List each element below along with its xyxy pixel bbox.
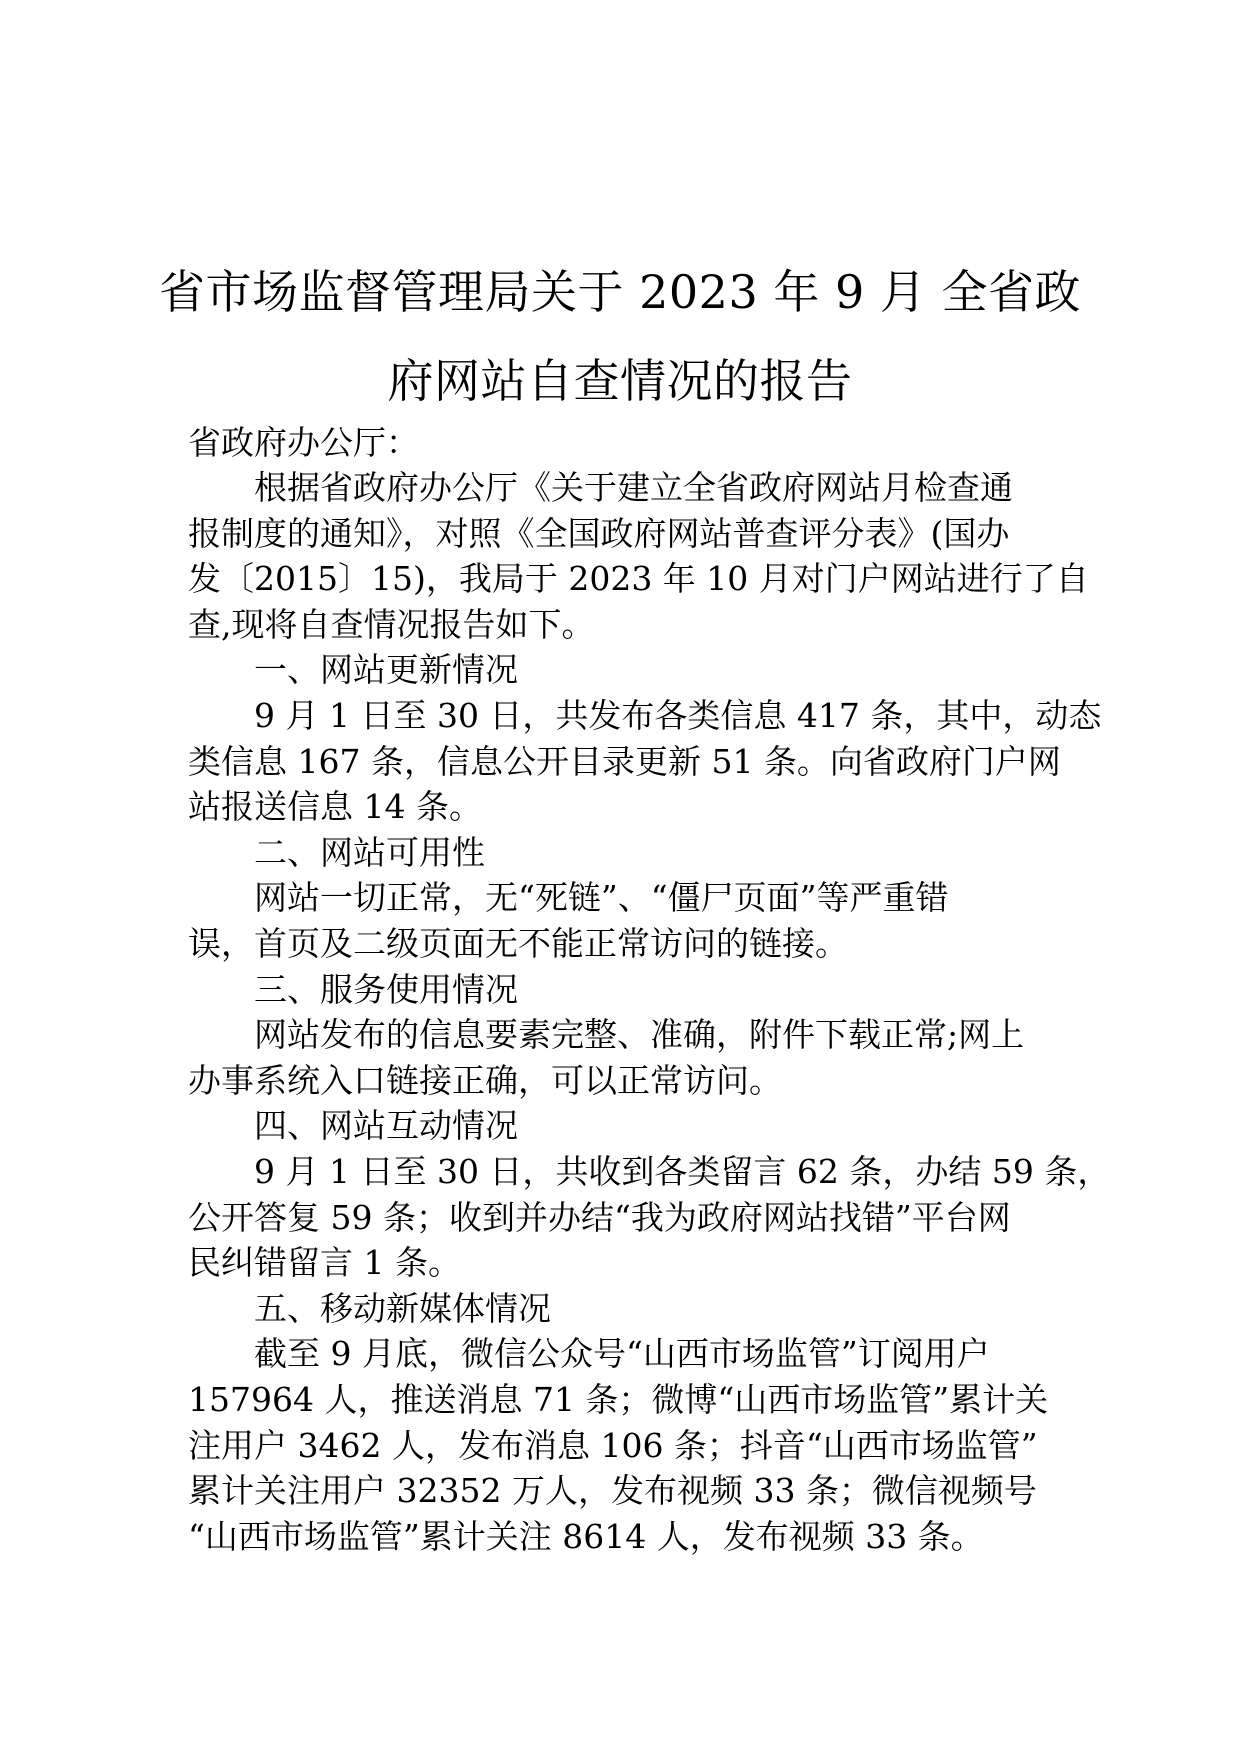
body-line: 157964 人，推送消息 71 条；微博“山西市场监管”累计关 [188, 1380, 1049, 1419]
body-line: 网站发布的信息要素完整、准确，附件下载正常;网上 [254, 1015, 1025, 1054]
body-line: 五、移动新媒体情况 [254, 1289, 551, 1328]
body-line: 误，首页及二级页面无不能正常访问的链接。 [188, 924, 848, 963]
body-line: 三、服务使用情况 [254, 970, 518, 1009]
body-line: 一、网站更新情况 [254, 650, 518, 689]
body-line: “山西市场监管”累计关注 8614 人，发布视频 33 条。 [188, 1517, 984, 1556]
body-line: 公开答复 59 条；收到并办结“我为政府网站找错”平台网 [188, 1198, 1011, 1237]
body-line: 发〔2015〕15)，我局于 2023 年 10 月对门户网站进行了自 [188, 559, 1089, 598]
body-line: 查,现将自查情况报告如下。 [188, 605, 595, 644]
body-line: 注用户 3462 人，发布消息 106 条；抖音“山西市场监管” [188, 1426, 1038, 1465]
body-line: 截至 9 月底，微信公众号“山西市场监管”订阅用户 [254, 1334, 990, 1373]
body-line: 根据省政府办公厅《关于建立全省政府网站月检查通 [254, 468, 1013, 507]
document-title-line-1: 省市场监督管理局关于 2023 年 9 月 全省政 [159, 265, 1081, 319]
body-line: 9 月 1 日至 30 日，共发布各类信息 417 条，其中，动态 [254, 696, 1102, 735]
body-line: 民纠错留言 1 条。 [188, 1243, 461, 1282]
body-line: 办事系统入口链接正确，可以正常访问。 [188, 1061, 782, 1100]
salutation: 省政府办公厅： [188, 423, 419, 462]
body-line: 网站一切正常，无“死链”、“僵尸页面”等严重错 [254, 878, 949, 917]
body-line: 类信息 167 条，信息公开目录更新 51 条。向省政府门户网 [188, 742, 1061, 781]
body-line: 二、网站可用性 [254, 833, 485, 872]
body-line: 四、网站互动情况 [254, 1106, 518, 1145]
body-line: 站报送信息 14 条。 [188, 787, 482, 826]
body-line: 累计关注用户 32352 万人，发布视频 33 条；微信视频号 [188, 1471, 1037, 1510]
body-line: 9 月 1 日至 30 日，共收到各类留言 62 条，办结 59 条， [254, 1152, 1111, 1191]
document-title-line-2: 府网站自查情况的报告 [387, 354, 853, 408]
body-line: 报制度的通知》，对照《全国政府网站普查评分表》(国办 [188, 514, 1010, 553]
